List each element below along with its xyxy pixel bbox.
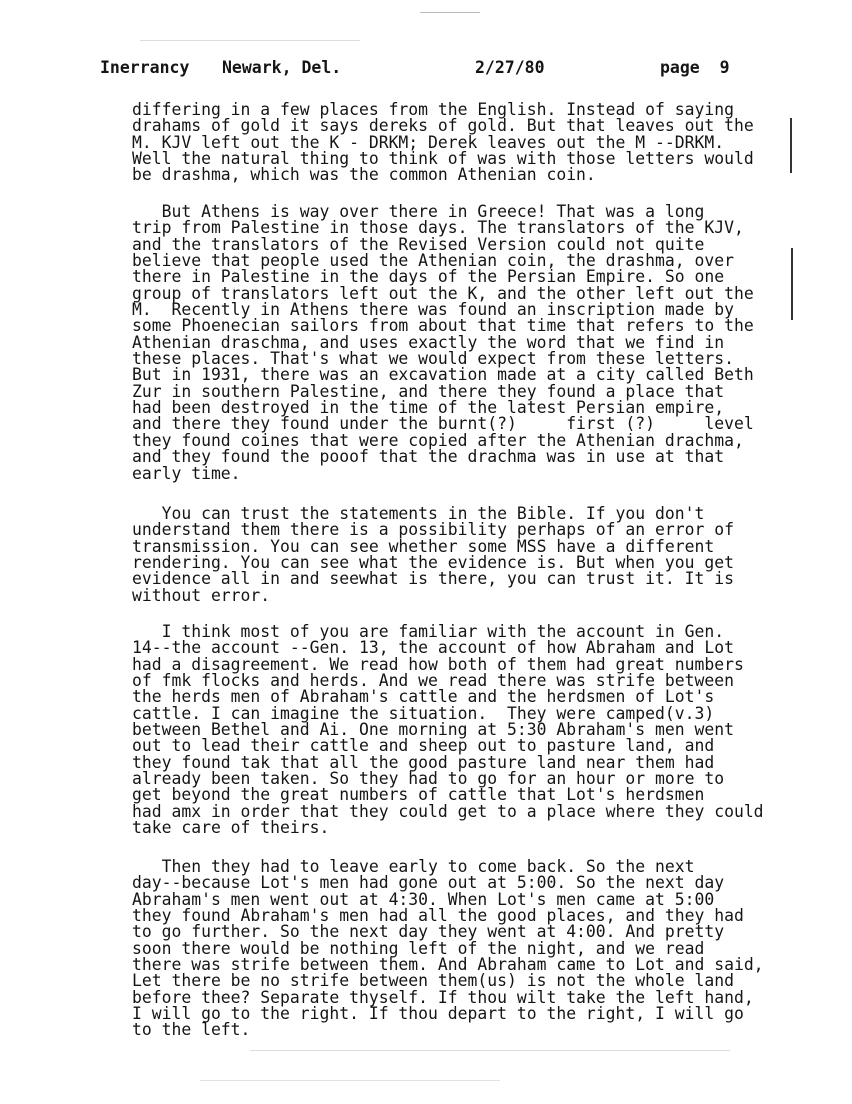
scan-noise [140,40,360,41]
text-line: Zur in southern Palestine, and there they found a place that [132,381,725,401]
text-line: transmission. You can see whether some MSS have a different [132,536,715,556]
text-line: Abraham's men went out at 4:30. When Lot's men came at 5:00 [132,889,715,909]
page-number: page 9 [660,58,730,77]
text-line: to go further. So the next day they went at 4:00. And pretty [132,922,725,942]
text-line: had been destroyed in the time of the latest Persian empire, [132,398,725,418]
text-line: out to lead their cattle and sheep out to pasture land, and [132,736,715,756]
text-line: to the left. [132,1020,251,1040]
text-line: cattle. I can imagine the situation. They were camped(v.3) [132,703,715,723]
text-line: Let there be no strife between them(us) is not the whole land [132,971,734,991]
text-line: I will go to the right. If thou depart to the right, I will go [132,1004,744,1024]
margin-mark [791,248,793,320]
paragraph-5 [132,859,764,1039]
text-line: these places. That's what we would expect from these letters. [132,349,734,369]
text-line: and there they found under the burnt(?) first (?) level [132,414,754,434]
text-line: trip from Palestine in those days. The translators of the KJV, [132,218,744,238]
paragraph-3 [132,506,734,604]
paragraph-2 [132,204,754,482]
text-line: be drashma, which was the common Athenian coin. [132,165,596,185]
text-line: understand them there is a possibility perhaps of an error of [132,520,734,540]
text-line: evidence all in and seewhat is there, you can trust it. It is [132,569,734,589]
text-line: had a disagreement. We read how both of them had great numbers [132,654,744,674]
scan-noise [250,1050,730,1051]
text-line: had amx in order that they could get to a place where they could [132,801,764,821]
paragraph-1 [132,102,754,184]
paragraph-4 [132,624,764,836]
text-line: the herds men of Abraham's cattle and the herdsmen of Lot's [132,687,715,707]
text-line: take care of theirs. [132,818,330,838]
text-line: Then they had to leave early to come back. So the next [132,857,695,876]
text-line: they found Abraham's men had all the good places, and they had [132,906,744,926]
text-line: Athenian draschma, and uses exactly the word that we find in [132,332,725,352]
text-line: they found tak that all the good pasture land near them had [132,752,715,772]
text-line: between Bethel and Ai. One morning at 5:30 Abraham's men went [132,720,734,740]
text-line: M. Recently in Athens there was found an inscription made by [132,300,734,320]
text-line: Well the natural thing to think of was with those letters would [132,149,754,169]
text-line: group of translators left out the K, and the other left out the [132,283,754,303]
text-line: You can trust the statements in the Bible. If you don't [132,504,705,523]
text-line: of fmk flocks and herds. And we read there was strife between [132,671,734,691]
text-line: already been taken. So they had to go for an hour or more to [132,769,725,789]
text-line: before thee? Separate thyself. If thou wilt take the left hand, [132,987,754,1007]
text-line: and they found the pooof that the drachma was in use at that [132,447,725,467]
location: Newark, Del. [222,58,342,77]
text-line: some Phoenecian sailors from about that time that refers to the [132,316,754,336]
text-line: M. KJV left out the K - DRKM; Derek leaves out the M --DRKM. [132,132,725,152]
scan-noise [200,1080,500,1081]
text-line: But Athens is way over there in Greece! That was a long [132,202,705,221]
text-line: they found coines that were copied after the Athenian drachma, [132,430,744,450]
text-line: But in 1931, there was an excavation made at a city called Beth [132,365,754,385]
text-line: day--because Lot's men had gone out at 5:00. So the next day [132,873,725,893]
text-line: there was strife between them. And Abraham came to Lot and said, [132,955,764,975]
text-line: get beyond the great numbers of cattle that Lot's herdsmen [132,785,705,805]
scan-noise [420,12,480,13]
text-line: rendering. You can see what the evidence is. But when you get [132,553,734,573]
margin-mark [790,118,792,173]
text-line: differing in a few places from the English. Instead of saying [132,100,734,119]
date: 2/27/80 [475,58,545,77]
text-line: there in Palestine in the days of the Persian Empire. So one [132,267,725,287]
text-line: believe that people used the Athenian coin, the drashma, over [132,251,734,271]
text-line: early time. [132,463,241,483]
text-line: and the translators of the Revised Version could not quite [132,234,705,254]
text-line: I think most of you are familiar with the account in Gen. [132,622,725,641]
text-line: drahams of gold it says dereks of gold. But that leaves out the [132,116,754,136]
text-line: soon there would be nothing left of the night, and we read [132,938,705,958]
text-line: 14--the account --Gen. 13, the account of how Abraham and Lot [132,638,734,658]
text-line: without error. [132,585,271,605]
document-title: Inerrancy [100,58,190,77]
